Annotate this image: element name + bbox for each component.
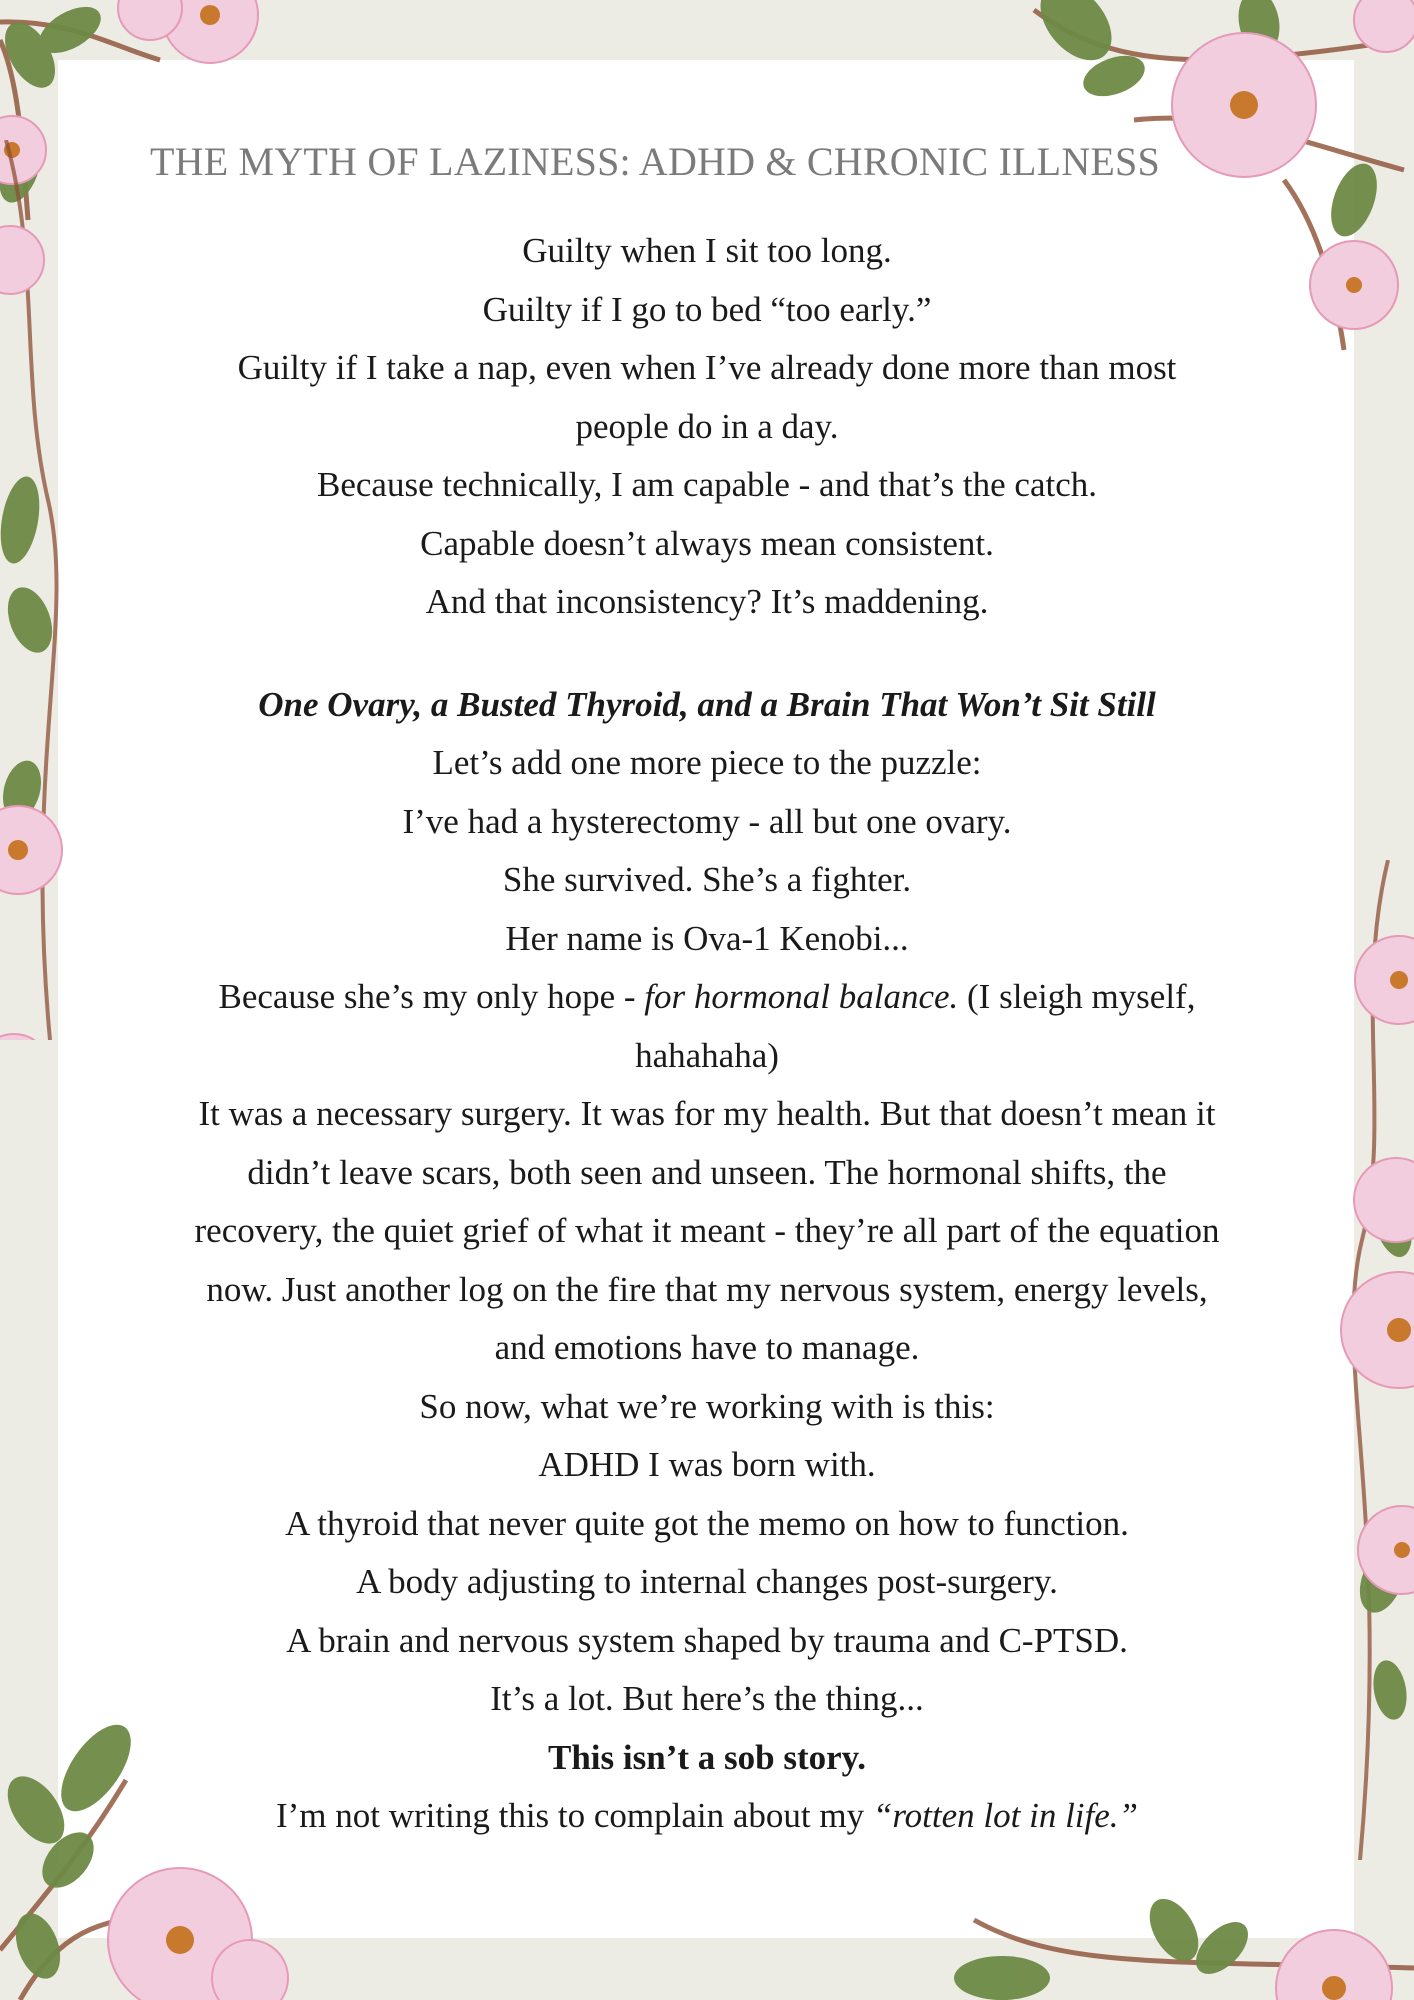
body-line-8: recovery, the quiet grief of what it meant - they’re all part of the equation xyxy=(194,1211,1220,1250)
intro-line-2: Guilty if I go to bed “too early.” xyxy=(482,289,932,329)
hope-line xyxy=(80,968,1334,1027)
closing-line xyxy=(80,1787,1334,1846)
body-line-4: Her name is Ova-1 Kenobi... xyxy=(505,918,909,958)
closing-line-emphasis: “rotten lot in life.” xyxy=(872,1796,1138,1835)
intro-line-5: Because technically, I am capable - and that’s the catch. xyxy=(317,465,1097,504)
intro-line-4: people do in a day. xyxy=(575,406,839,446)
page-title: THE MYTH OF LAZINESS: ADHD & CHRONIC ILLNESS xyxy=(150,139,1160,184)
body-line-2: I’ve had a hysterectomy - all but one ovary. xyxy=(402,801,1012,841)
bold-statement: This isn’t a sob story. xyxy=(548,1737,866,1777)
intro-line-7: And that inconsistency? It’s maddening. xyxy=(425,582,989,621)
hope-line-emphasis: for hormonal balance. xyxy=(644,977,959,1016)
intro-line-6: Capable doesn’t always mean consistent. xyxy=(420,523,994,563)
body-line-6: It was a necessary surgery. It was for my health. But that doesn’t mean it xyxy=(198,1094,1216,1133)
hope-line-prefix: Because she’s my only hope - xyxy=(218,977,645,1016)
article-body xyxy=(80,222,1334,1846)
body-line-10: and emotions have to manage. xyxy=(494,1328,920,1367)
body-line-5: hahahaha) xyxy=(635,1035,779,1075)
section-heading: One Ovary, a Busted Thyroid, and a Brain That Won’t Sit Still xyxy=(258,684,1156,724)
body-line-9: now. Just another log on the fire that my nervous system, energy levels, xyxy=(206,1269,1208,1309)
hope-line-suffix: (I sleigh myself, xyxy=(958,977,1196,1016)
body-line-11: So now, what we’re working with is this: xyxy=(419,1386,995,1426)
body-line-12: ADHD I was born with. xyxy=(538,1445,876,1484)
body-line-15: A brain and nervous system shaped by trauma and C-PTSD. xyxy=(286,1620,1128,1660)
body-line-13: A thyroid that never quite got the memo on how to function. xyxy=(285,1503,1129,1543)
intro-line-1: Guilty when I sit too long. xyxy=(522,231,892,270)
body-line-7: didn’t leave scars, both seen and unseen. The hormonal shifts, the xyxy=(247,1152,1167,1192)
body-line-14: A body adjusting to internal changes post-surgery. xyxy=(356,1562,1058,1601)
intro-line-3: Guilty if I take a nap, even when I’ve already done more than most xyxy=(237,348,1177,387)
body-line-3: She survived. She’s a fighter. xyxy=(502,860,912,899)
closing-line-prefix: I’m not writing this to complain about my xyxy=(275,1796,873,1835)
body-line-16: It’s a lot. But here’s the thing... xyxy=(490,1679,924,1718)
body-line-1: Let’s add one more piece to the puzzle: xyxy=(432,743,982,782)
